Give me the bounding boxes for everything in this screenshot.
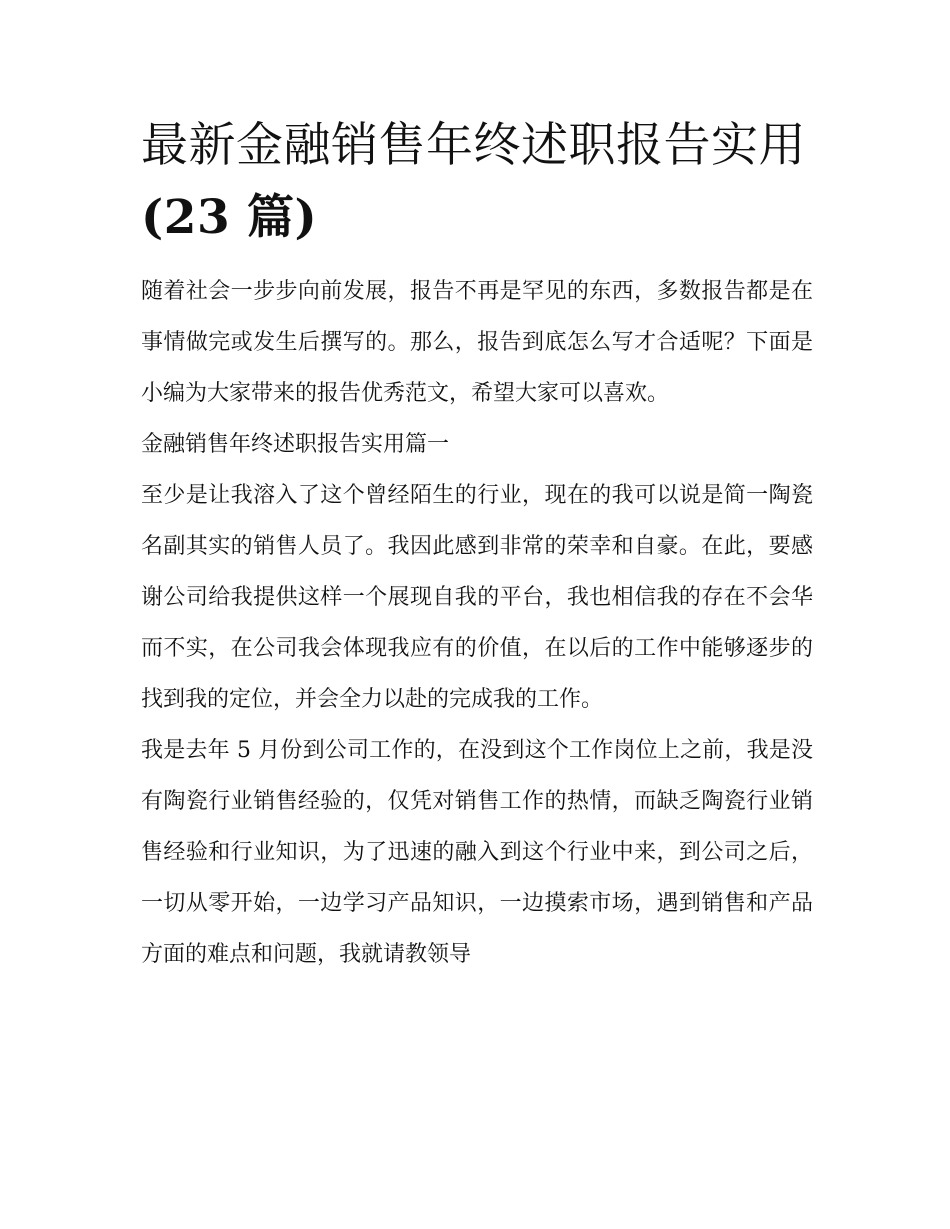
document-title xyxy=(141,110,813,254)
body-paragraph-1: 至少是让我溶入了这个曾经陌生的行业，现在的我可以说是简一陶瓷名副其实的销售人员了。我因此感到非常的荣幸和自豪。在此，要感谢公司给我提供这样一个展现自我的平台，我也相信我的存在不会华而不实，在公司我会体现我应有的价值，在以后的工作中能够逐步的找到我的定位，并会全力以赴的完成我的工作。 xyxy=(141,483,813,712)
title-suffix: (23 篇) xyxy=(141,190,318,245)
intro-paragraph: 随着社会一步步向前发展，报告不再是罕见的东西，多数报告都是在事情做完或发生后撰写的。那么，报告到底怎么写才合适呢？下面是小编为大家带来的报告优秀范文，希望大家可以喜欢。 xyxy=(141,279,813,406)
title-main: 最新金融销售年终述职报告实用 xyxy=(141,118,806,173)
section-heading: 金融销售年终述职报告实用篇一 xyxy=(141,432,450,457)
body-paragraph-2: 我是去年 5 月份到公司工作的，在没到这个工作岗位上之前，我是没有陶瓷行业销售经验的，仅凭对销售工作的热情，而缺乏陶瓷行业销售经验和行业知识，为了迅速的融入到这个行业中来，到公司之后，一切从零开始，一边学习产品知识，一边摸索市场，遇到销售和产品方面的难点和问题，我就请教领导 xyxy=(141,738,813,967)
document-page xyxy=(141,110,813,980)
